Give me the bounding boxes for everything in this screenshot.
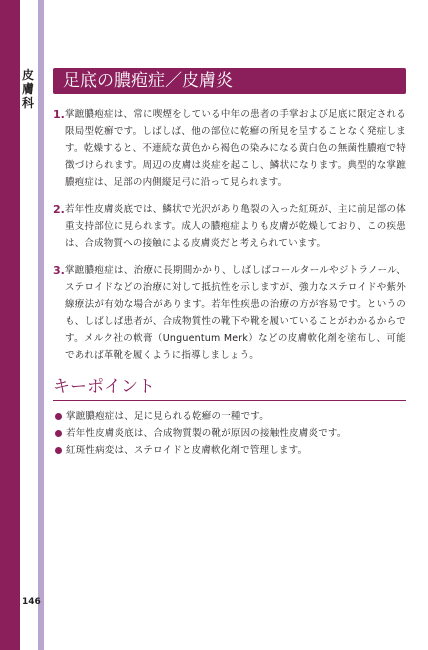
- list-item-text: 若年性皮膚炎底では、鱗状で光沢があり亀裂の入った紅斑が、主に前足部の体重支持部位に見られます。成人の膿疱症よりも皮膚が乾燥しており、この疾患は、合成物質への接触による皮膚炎だと考えられています。: [65, 204, 406, 249]
- page-number: 146: [22, 597, 41, 607]
- key-point-text: 紅斑性病変は、ステロイドと皮膚軟化剤で管理します。: [66, 445, 308, 456]
- list-item: [53, 262, 406, 364]
- key-point-item: [55, 442, 405, 459]
- key-point-item: [55, 408, 405, 425]
- list-item-number: 2.: [53, 203, 65, 216]
- list-item-number: 1.: [53, 108, 65, 121]
- key-point-text: 掌蹠膿疱症は、足に見られる乾癬の一種です。: [66, 411, 269, 422]
- key-points-list: [55, 408, 405, 459]
- bullet-dot-icon: [55, 430, 62, 437]
- bullet-dot-icon: [55, 413, 62, 420]
- list-item-text: 掌蹠膿疱症は、常に喫煙をしている中年の患者の手掌および足底に限定される限局型乾癬です。しばしば、他の部位に乾癬の所見を呈することなく発症します。乾燥すると、不連続な黄色から褐色の染みになる黄白色の無菌性膿疱で特徴づけられます。周辺の皮膚は炎症を起こし、鱗状になります。典型的な掌蹠膿疱症は、足部の内側縦足弓に沿って見られます。: [65, 109, 406, 188]
- key-points-heading: キーポイント: [53, 377, 155, 397]
- list-item-number: 3.: [53, 264, 65, 277]
- key-points-divider: [53, 400, 406, 401]
- numbered-list: [53, 106, 406, 374]
- section-tab: 皮膚科: [21, 68, 34, 110]
- list-item: [53, 106, 406, 191]
- side-color-bar: [0, 0, 20, 650]
- list-item-text: 掌蹠膿疱症は、治療に長期間かかり、しばしばコールタールやジトラノール、ステロイドなどの治療に対して抵抗性を示しますが、強力なステロイドや紫外線療法が有効な場合があります。若年性疾患の治療の方が容易です。というのも、しばしば患者が、合成物質性の靴下や靴を履いていることがわかるからです。メルク社の軟膏（Unguentum Merk）などの皮膚軟化剤を塗布し、可能であれば革靴を履くように指導しましょう。: [65, 265, 406, 361]
- bullet-dot-icon: [55, 447, 62, 454]
- list-item: [53, 201, 406, 252]
- key-point-text: 若年性皮膚炎底は、合成物質製の靴が原因の接触性皮膚炎です。: [66, 428, 347, 439]
- side-accent-stripe: [38, 0, 44, 650]
- page-title: 足底の膿疱症／皮膚炎: [63, 71, 233, 91]
- key-point-item: [55, 425, 405, 442]
